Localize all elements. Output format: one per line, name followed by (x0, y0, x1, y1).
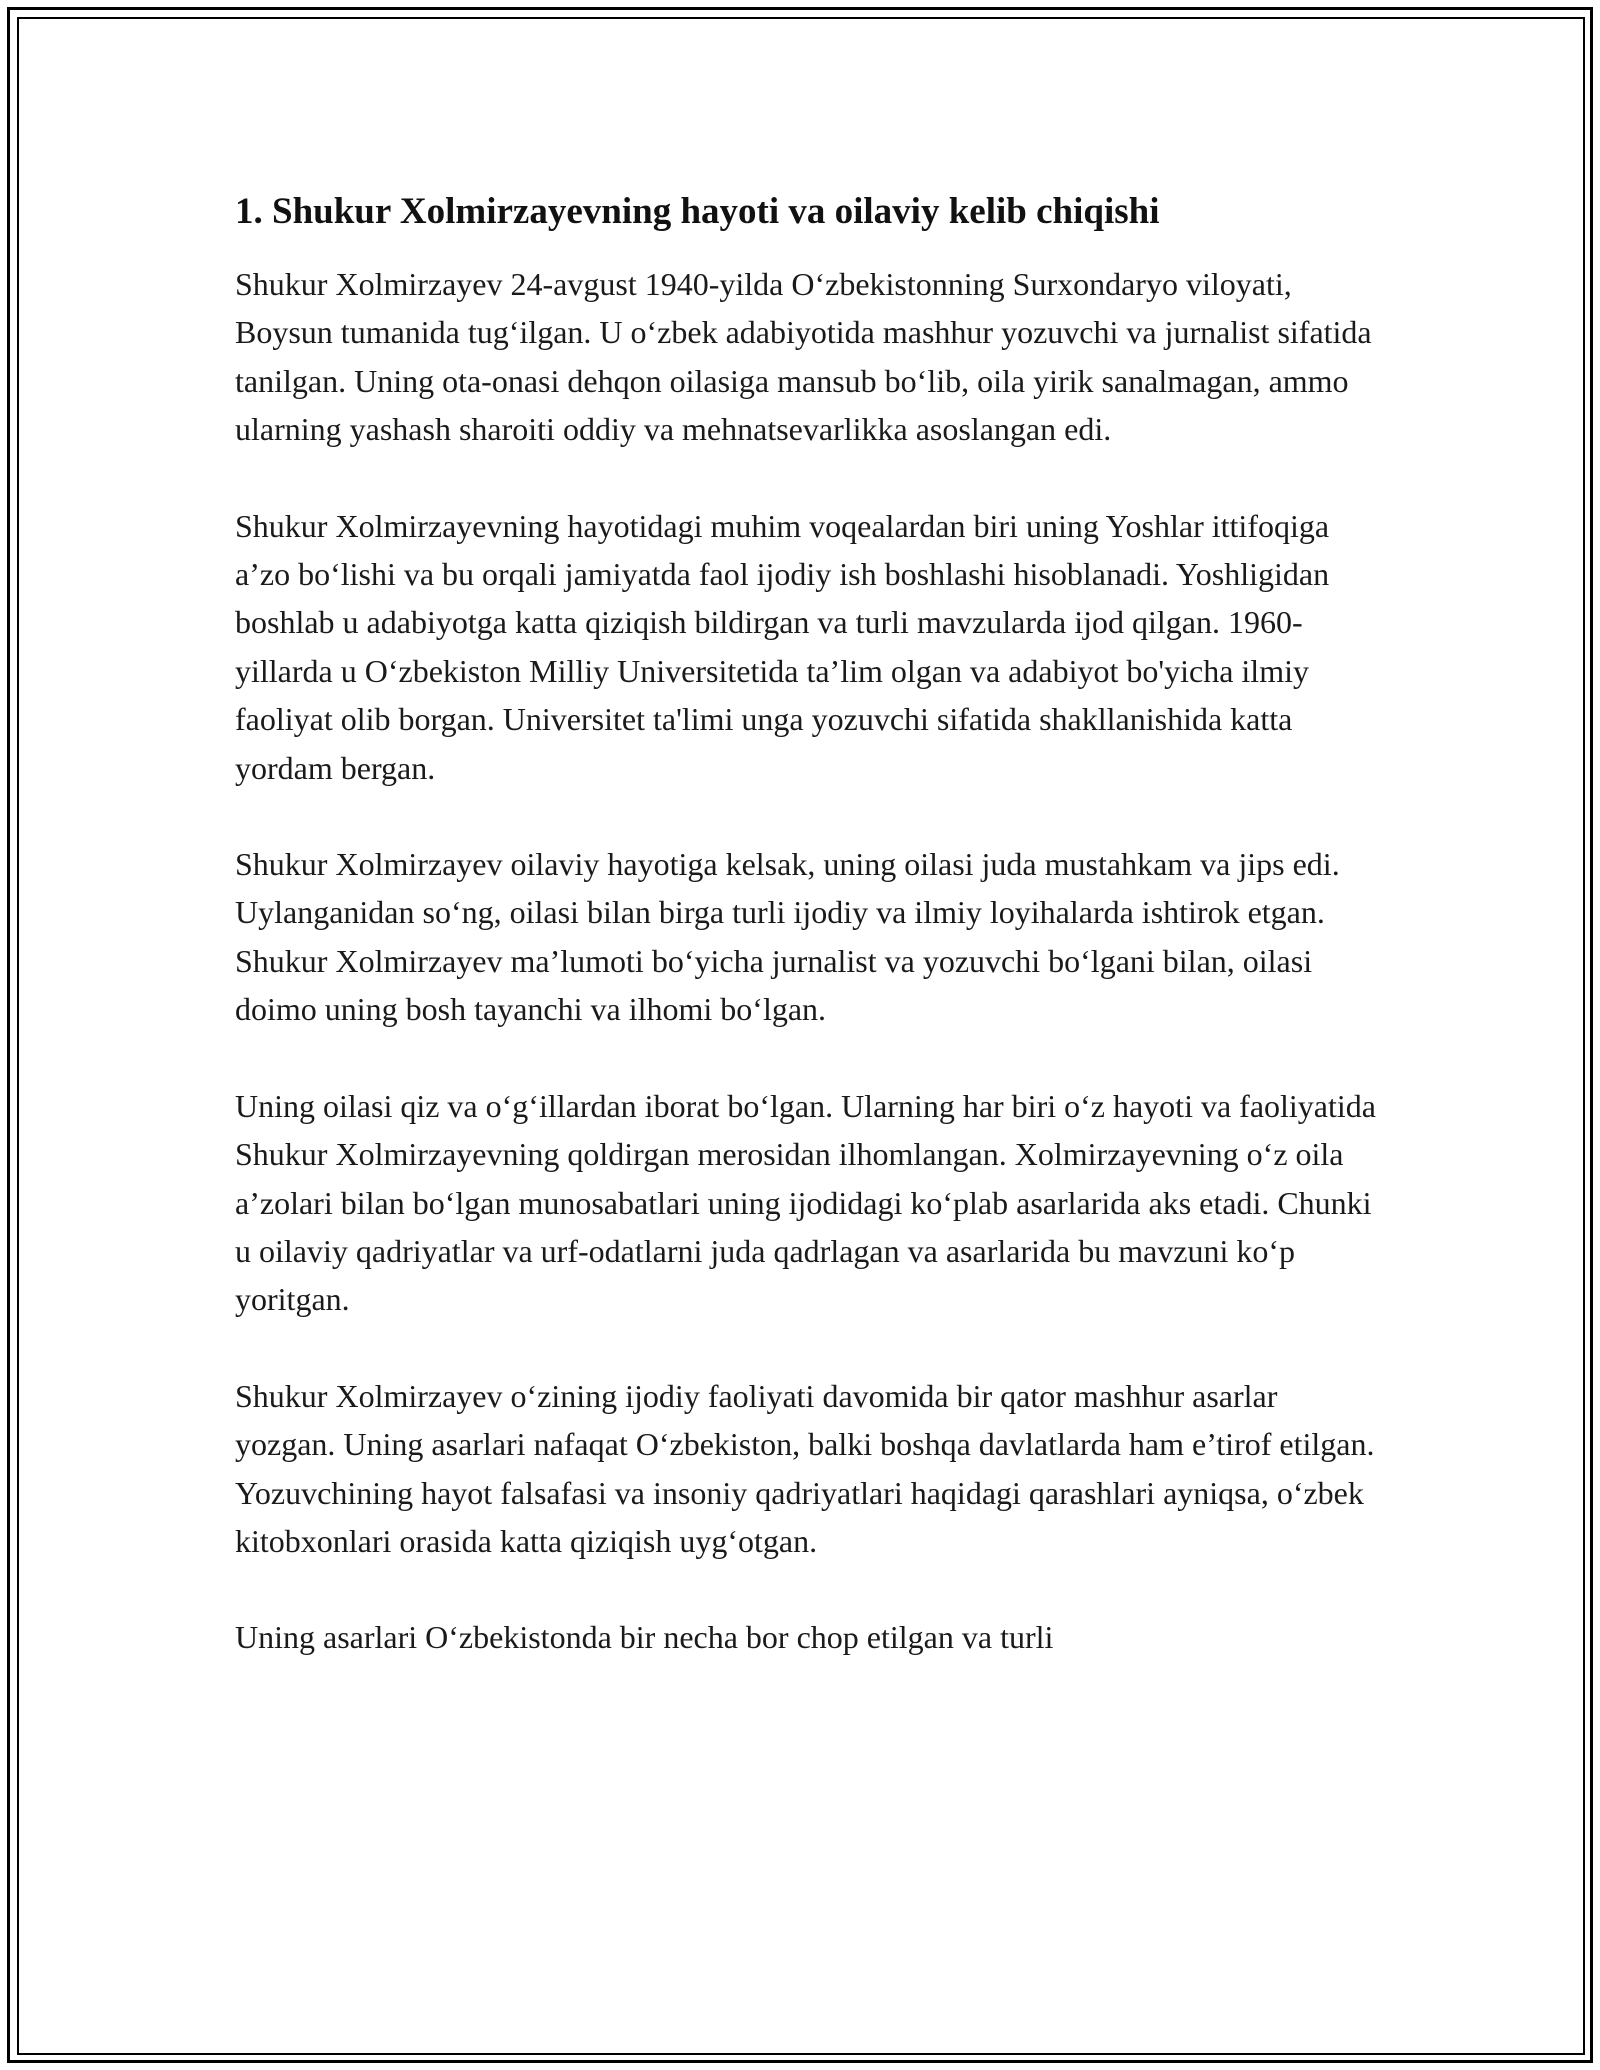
paragraph-education: Shukur Xolmirzayevning hayotidagi muhim voqealardan biri uning Yoshlar ittifoqiga a’zo bo‘lishi va bu orqali jamiyatda faol ijodiy ish boshlashi hisoblanadi. Yoshligidan boshlab u adabiyotga katta qiziqish bildirgan va turli mavzularda ijod qilgan. 1960-yillarda u O‘zbekiston Milliy Universitetida ta’lim olgan va adabiyot bo'yicha ilmiy faoliyat olib borgan. Universitet ta'limi unga yozuvchi sifatida shakllanishida katta yordam bergan. (235, 507, 1330, 786)
paragraph-works: Shukur Xolmirzayev o‘zining ijodiy faoliyati davomida bir qator mashhur asarlar yozgan. Uning asarlari nafaqat O‘zbekiston, balki boshqa davlatlarda ham e’tirof etilgan. Yozuvchining hayot falsafasi va insoniy qadriyatlari haqidagi qarashlari ayniqsa, o‘zbek kitobxonlari orasida katta qiziqish uyg‘otgan. (235, 1377, 1375, 1559)
document-body (235, 190, 1380, 1710)
paragraph-children: Uning oilasi qiz va o‘g‘illardan iborat bo‘lgan. Ularning har biri o‘z hayoti va faoliyatida Shukur Xolmirzayevning qoldirgan merosidan ilhomlangan. Xolmirzayevning o‘z oila a’zolari bilan bo‘lgan munosabatlari uning ijodidagi ko‘plab asarlarida aks etadi. Chunki u oilaviy qadriyatlar va urf-odatlarni juda qadrlagan va asarlarida bu mavzuni ko‘p yoritgan. (235, 1087, 1376, 1318)
paragraph-publications: Uning asarlari O‘zbekistonda bir necha bor chop etilgan va turli (235, 1619, 1054, 1656)
section-title: 1. Shukur Xolmirzayevning hayoti va oilaviy kelib chiqishi (235, 191, 1160, 232)
paragraph-birth: Shukur Xolmirzayev 24-avgust 1940-yilda O‘zbekistonning Surxondaryo viloyati, Boysun tumanida tug‘ilgan. U o‘zbek adabiyotida mashhur yozuvchi va jurnalist sifatida tanilgan. Uning ota-onasi dehqon oilasiga mansub bo‘lib, oila yirik sanalmagan, ammo ularning yashash sharoiti oddiy va mehnatsevarlikka asoslangan edi. (235, 266, 1372, 448)
paragraph-family-life: Shukur Xolmirzayev oilaviy hayotiga kelsak, uning oilasi juda mustahkam va jips edi. Uylanganidan so‘ng, oilasi bilan birga turli ijodiy va ilmiy loyihalarda ishtirok etgan. Shukur Xolmirzayev ma’lumoti bo‘yicha jurnalist va yozuvchi bo‘lgani bilan, oilasi doimo uning bosh tayanchi va ilhomi bo‘lgan. (235, 846, 1340, 1028)
